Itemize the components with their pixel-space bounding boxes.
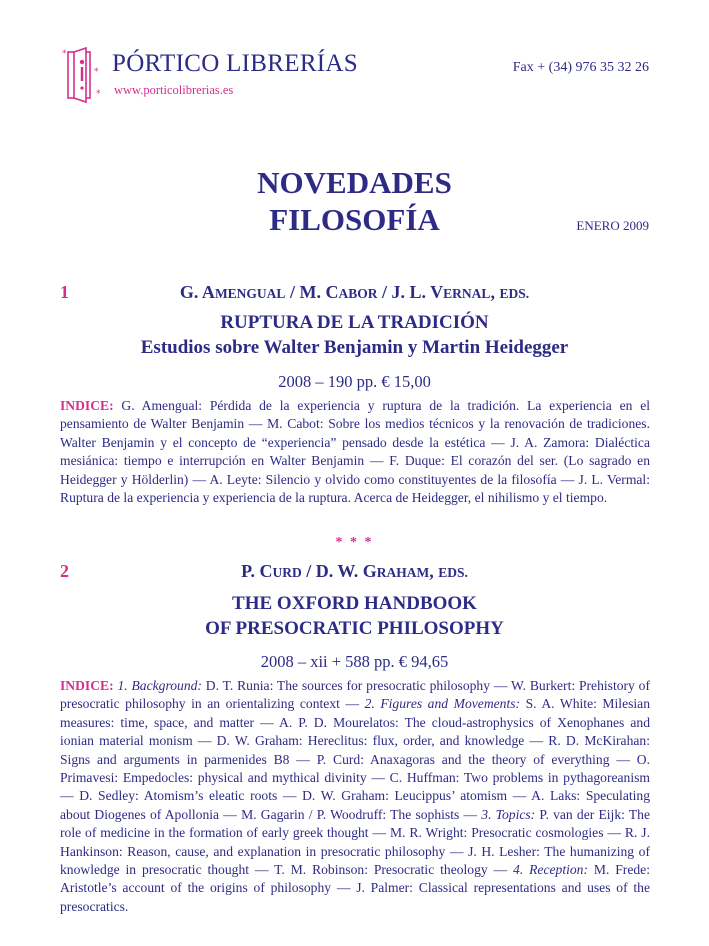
catalog-date: ENERO 2009	[576, 218, 649, 233]
index-label: INDICE:	[60, 398, 114, 413]
entry-authors: P. CURD / D. W. GRAHAM, EDS.	[241, 561, 468, 581]
book-meta: 2008 – xii + 588 pp. € 94,65	[260, 652, 449, 671]
author-smallcaps: URD	[272, 565, 302, 580]
author-smallcaps: RAHAM	[376, 565, 430, 580]
author-smallcaps: ABOR	[338, 286, 378, 301]
index-section-heading: 1. Background:	[117, 678, 202, 693]
author-smallcaps: ERNAL	[443, 286, 491, 301]
entry-authors: G. AMENGUAL / M. CABOR / J. L. VERNAL, EDS.	[179, 282, 530, 302]
book-meta: 2008 – 190 pp. € 15,00	[278, 372, 431, 391]
catalog-title-line1: NOVEDADES	[257, 165, 452, 200]
svg-text:*: *	[94, 67, 99, 77]
index-section-heading: 2. Figures and Movements:	[364, 696, 521, 712]
fax-number: Fax + (34) 976 35 32 26	[512, 60, 649, 75]
book-title: RUPTURA DE LA TRADICIÓN	[220, 312, 489, 333]
book-title: THE OXFORD HANDBOOK	[232, 593, 477, 614]
book-index: INDICE: 1. Background: D. T. Runia: The sources for presocratic philosophy — W. Burkert: Prehistory of presocratic philosophy in an orientalizing context — 2. Figures and Movements: S. A. White: Milesian measures: time, space, and matter — A. P. D. Mourelatos: The cloud-astrophysics of Xenophanes and ionian material monism — D. W. Graham: Hereclitus: flux, order, and knowledge — R. D. McKirahan: Signs and arguments in parmenides B8 — P. Curd: Anaxagoras and the theory of everything — O. Primavesi: Empedocles: physical and mythical divinity — C. Huffman: Two problems in pythagoreanism — D. Sedley: Atomism’s eleatic roots — D. W. Graham: Leucippus’ atomism — A. Laks: Speculating about Diogenes of Apollonia — M. Gagarin / P. Woodruff: The sophists — 3. Topics: P. van der Eijk: The role of medicine in the formation of early greek thought — M. R. Wright: Presocratic cosmologies — R. J. Hankinson: Reason, cause, and explanation in presocratic philosophy — J. H. Lesher: The humanizing of knowledge in presocratic thought — T. M. Robinson: Presocratic theology — 4. Reception: M. Frede: Aristotle’s account of the origins of philosophy — J. Palmer: Classical representations and uses of the presocratics.	[60, 678, 650, 914]
author-smallcaps: EDS.	[499, 286, 530, 301]
index-text: G. Amengual: Pérdida de la experiencia y ruptura de la tradición. La experiencia en el pensamiento de Walter Benjamin — M. Cabot: Sobre los medios técnicos y la renovación de tradiciones. Walter Benjamin y el concepto de “experiencia” pensado desde la estética — J. A. Zamora: Dialéctica mesiánica: tiempo e interrupción en Walter Benjamin — F. Duque: El corazón del ser. (Lo sagrado en Heidegger y Hölderlin) — A. Leyte: Silencio y olvido como constituyentes de la filosofía — J. L. Vermal: Ruptura de la experiencia y experiencia de la ruptura. Acerca de Heidegger, el nihilismo y el tiempo.	[60, 398, 650, 506]
entry-number: 1	[60, 282, 69, 302]
portico-door-logo-icon	[62, 44, 106, 104]
entry-number: 2	[60, 561, 69, 581]
author-smallcaps: EDS.	[438, 565, 468, 580]
svg-text:*: *	[62, 49, 67, 59]
author-smallcaps: MENGUAL	[214, 286, 286, 301]
website-link[interactable]: www.porticolibrerias.es	[114, 83, 234, 97]
svg-text:*: *	[96, 89, 101, 99]
book-index	[60, 397, 650, 507]
index-section-heading: 3. Topics:	[481, 806, 536, 822]
book-subtitle: Estudios sobre Walter Benjamin y Martin Heidegger	[140, 337, 569, 358]
catalog-title-line2: FILOSOFÍA	[269, 202, 440, 237]
separator: * * *	[335, 535, 374, 550]
brand-name: PÓRTICO LIBRERÍAS	[112, 50, 358, 77]
index-section-heading: 4. Reception:	[513, 862, 588, 878]
index-label: INDICE:	[60, 678, 114, 693]
book-subtitle: OF PRESOCRATIC PHILOSOPHY	[205, 618, 504, 639]
